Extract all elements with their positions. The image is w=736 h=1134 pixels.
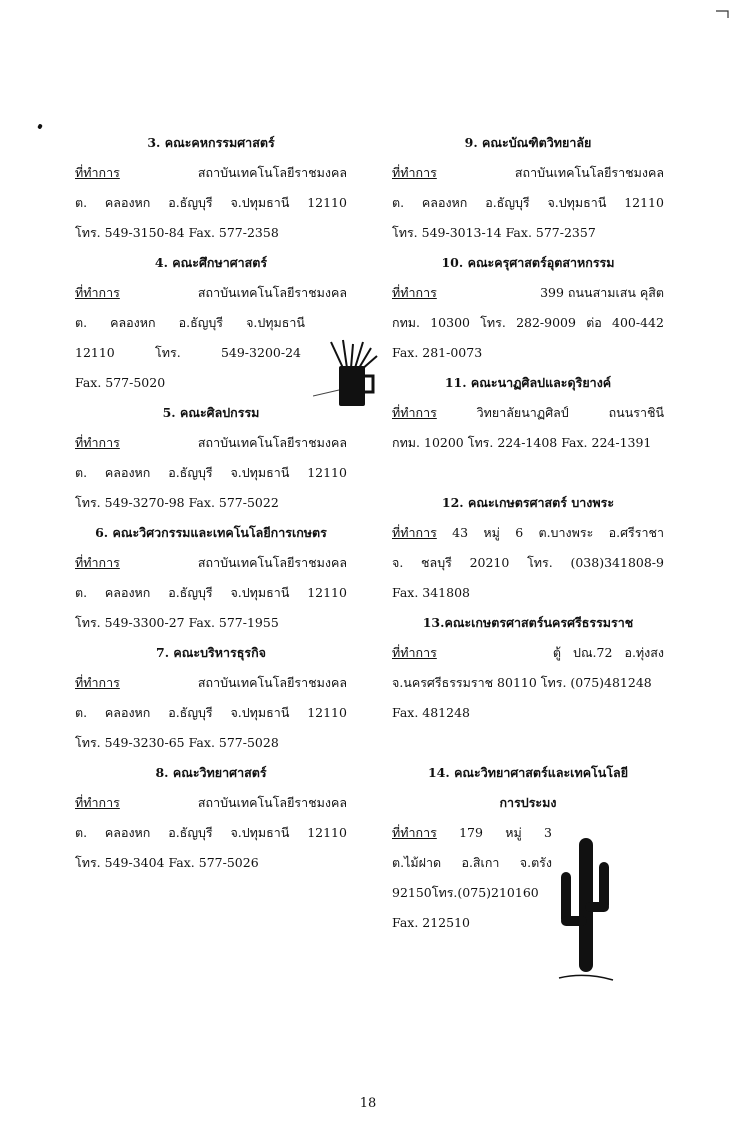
office-label: ที่ทำการ <box>392 525 437 540</box>
org-name: สถาบันเทคโนโลยีราชมงคล <box>197 555 347 570</box>
org-name: สถาบันเทคโนโลยีราชมงคล <box>514 165 664 180</box>
address-line: ต. คลองหก อ.ธัญบุรี จ.ปทุมธานี 12110 <box>75 195 347 210</box>
phone-line: โทร. 549-3230-65 Fax. 577-5028 <box>75 735 279 750</box>
address-line: ต. คลองหก อ.ธัญบุรี จ.ปทุมธานี 12110 <box>75 825 347 840</box>
left-column <box>75 128 347 878</box>
faculty-13: 13.คณะเกษตรศาสตร์นครศรีธรรมราช ที่ทำการ ตู้ ปณ.72 อ.ทุ่งสง จ.นครศรีธรรมราช 80110 โทร. (075)481248 Fax. 481248 <box>392 608 664 728</box>
office-label: ที่ทำการ <box>75 555 120 570</box>
office-label: ที่ทำการ <box>75 435 120 450</box>
office-label: ที่ทำการ <box>75 165 120 180</box>
address-line: ต.ไม้ฝาด อ.สิเกา จ.ตรัง <box>392 855 552 870</box>
faculty-title: 3. คณะคหกรรมศาสตร์ <box>147 135 275 150</box>
fax-line: Fax. 341808 <box>392 585 470 600</box>
fax-line: Fax. 281-0073 <box>392 345 483 360</box>
faculty-4 <box>75 248 347 398</box>
address-line: จ.นครศรีธรรมราช 80110 โทร. (075)481248 <box>392 675 652 690</box>
phone-line: โทร. 549-3270-98 Fax. 577-5022 <box>75 495 279 510</box>
fax-line: Fax. 577-5020 <box>75 375 166 390</box>
phone-line: กทม. 10200 โทร. 224-1408 Fax. 224-1391 <box>392 435 652 450</box>
address-line: ต. คลองหก อ.ธัญบุรี จ.ปทุมธานี 12110 <box>75 465 347 480</box>
faculty-9 <box>392 128 664 248</box>
phone-line: โทร. 549-3300-27 Fax. 577-1955 <box>75 615 279 630</box>
faculty-title: 13.คณะเกษตรศาสตร์นครศรีธรรมราช <box>422 615 634 630</box>
faculty-7 <box>75 638 347 758</box>
faculty-title: 9. คณะบัณฑิตวิทยาลัย <box>464 135 592 150</box>
right-column <box>392 128 664 938</box>
office-label: ที่ทำการ <box>392 645 437 660</box>
faculty-8 <box>75 758 347 878</box>
faculty-title: 4. คณะศึกษาศาสตร์ <box>154 255 268 270</box>
office-label: ที่ทำการ <box>392 405 437 420</box>
office-label: ที่ทำการ <box>75 795 120 810</box>
address-line: จ. ชลบุรี 20210 โทร. (038)341808-9 <box>392 555 664 570</box>
address-line: ต. คลองหก อ.ธัญบุรี จ.ปทุมธานี 12110 <box>392 195 664 210</box>
faculty-3 <box>75 128 347 248</box>
address-line: ต. คลองหก อ.ธัญบุรี จ.ปทุมธานี 12110 <box>75 705 347 720</box>
faculty-title: 11. คณะนาฏศิลปและดุริยางค์ <box>444 375 612 390</box>
org-name: สถาบันเทคโนโลยีราชมงคล <box>197 435 347 450</box>
faculty-title: 10. คณะครุศาสตร์อุตสาหกรรม <box>441 255 615 270</box>
corner-mark <box>716 4 730 14</box>
address-text: 399 ถนนสามเสน คุสิต <box>540 285 664 300</box>
page-number: 18 <box>359 1096 377 1111</box>
faculty-title-continued: การประมง <box>499 795 557 810</box>
office-label: ที่ทำการ <box>392 165 437 180</box>
faculty-14: 14. คณะวิทยาศาสตร์และเทคโนโลยี การประมง ที่ทำการ 179 หมู่ 3 ต.ไม้ฝาด อ.สิเกา จ.ตรัง 92150โทร.(075)210160 Fax. 212510 <box>392 758 664 938</box>
address-line: ต. คลองหก อ.ธัญบุรี จ.ปทุมธานี <box>75 315 305 330</box>
org-name: สถาบันเทคโนโลยีราชมงคล <box>197 285 347 300</box>
phone-line: โทร. 549-3150-84 Fax. 577-2358 <box>75 225 279 240</box>
faculty-title: 7. คณะบริหารธุรกิจ <box>156 645 266 660</box>
address-line: ต. คลองหก อ.ธัญบุรี จ.ปทุมธานี 12110 <box>75 585 347 600</box>
cactus-illustration <box>555 832 617 987</box>
org-name: สถาบันเทคโนโลยีราชมงคล <box>197 795 347 810</box>
faculty-title: 12. คณะเกษตรศาสตร์ บางพระ <box>441 495 615 510</box>
phone-line: 92150โทร.(075)210160 <box>392 885 539 900</box>
org-name: สถาบันเทคโนโลยีราชมงคล <box>197 675 347 690</box>
address-line-2: 12110 โทร. 549-3200-24 <box>75 345 301 360</box>
faculty-11: 11. คณะนาฏศิลปและดุริยางค์ ที่ทำการ วิทยาลัยนาฏศิลป์ ถนนราชินี กทม. 10200 โทร. 224-1408 Fax. 224-1391 <box>392 368 664 458</box>
office-label: ที่ทำการ <box>75 675 120 690</box>
org-name: สถาบันเทคโนโลยีราชมงคล <box>197 165 347 180</box>
fax-line: Fax. 212510 <box>392 915 470 930</box>
faculty-10 <box>392 248 664 368</box>
office-label: ที่ทำการ <box>75 285 120 300</box>
address-line: กทม. 10300 โทร. 282-9009 ต่อ 400-442 <box>392 315 664 330</box>
office-label: ที่ทำการ <box>392 825 437 840</box>
faculty-5 <box>75 398 347 518</box>
faculty-title: 6. คณะวิศวกรรมและเทคโนโลยีการเกษตร <box>95 525 327 540</box>
faculty-title: 14. คณะวิทยาศาสตร์และเทคโนโลยี <box>427 765 629 780</box>
faculty-12: 12. คณะเกษตรศาสตร์ บางพระ ที่ทำการ 43 หมู่ 6 ต.บางพระ อ.ศรีราชา จ. ชลบุรี 20210 โทร. (038)341808-9 Fax. 341808 <box>392 488 664 608</box>
ink-dot <box>37 123 43 129</box>
office-label: ที่ทำการ <box>392 285 437 300</box>
faculty-6 <box>75 518 347 638</box>
phone-line: โทร. 549-3404 Fax. 577-5026 <box>75 855 259 870</box>
faculty-title: 5. คณะศิลปกรรม <box>162 405 260 420</box>
pencil-cup-illustration <box>313 338 383 410</box>
fax-line: Fax. 481248 <box>392 705 470 720</box>
faculty-title: 8. คณะวิทยาศาสตร์ <box>155 765 267 780</box>
phone-line: โทร. 549-3013-14 Fax. 577-2357 <box>392 225 596 240</box>
